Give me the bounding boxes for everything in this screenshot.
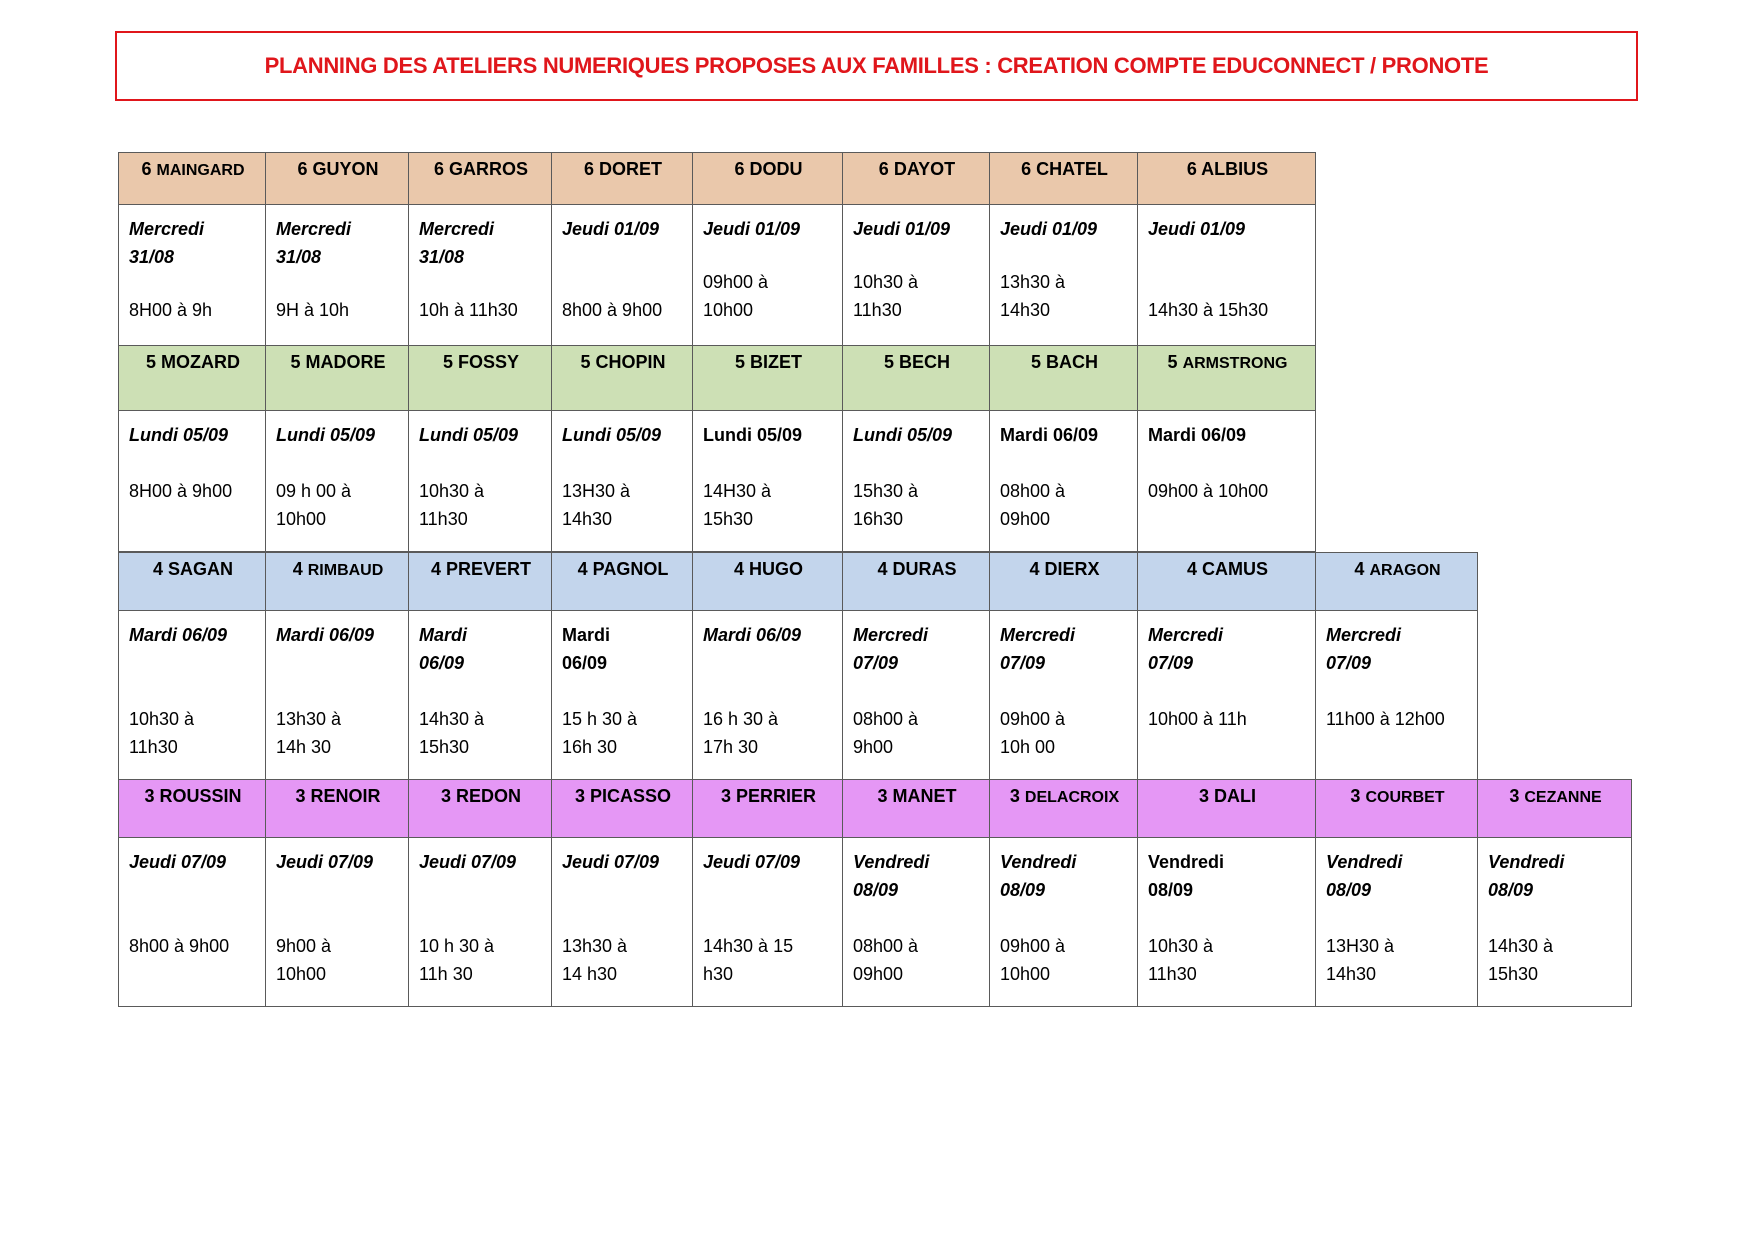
class-name: ARAGON bbox=[1369, 562, 1441, 579]
session-time: 14h30 à 15h30 bbox=[419, 709, 485, 757]
session-time: 9h00 à 10h00 bbox=[276, 936, 332, 984]
class-name: CEZANNE bbox=[1524, 789, 1602, 806]
session-date: Jeudi 07/09 bbox=[276, 852, 374, 872]
class-header bbox=[843, 153, 990, 205]
class-name: PREVERT bbox=[446, 559, 532, 579]
class-header bbox=[409, 153, 552, 205]
session-time: 09h00 à 10h00 bbox=[703, 272, 769, 320]
class-level: 4 bbox=[1029, 559, 1040, 579]
session-cell bbox=[409, 411, 552, 552]
session-date: Jeudi 01/09 bbox=[1000, 219, 1098, 239]
class-name: DIERX bbox=[1044, 559, 1100, 579]
class-name: MAINGARD bbox=[156, 162, 245, 179]
class-header bbox=[409, 346, 552, 411]
class-name: RIMBAUD bbox=[307, 562, 384, 579]
session-date: Mercredi 31/08 bbox=[419, 219, 495, 267]
class-level: 3 bbox=[295, 786, 306, 806]
class-level: 3 bbox=[1198, 786, 1209, 806]
class-header bbox=[552, 553, 693, 611]
class-name: DODU bbox=[749, 159, 803, 179]
session-time: 11h00 à 12h00 bbox=[1326, 709, 1445, 729]
class-name: MOZARD bbox=[161, 352, 241, 372]
class-header bbox=[266, 346, 409, 411]
class-name: DAYOT bbox=[893, 159, 956, 179]
session-time: 10h30 à 11h30 bbox=[853, 272, 919, 320]
session-cell bbox=[843, 611, 990, 780]
session-time: 08h00 à 09h00 bbox=[1000, 481, 1066, 529]
session-time: 15h30 à 16h30 bbox=[853, 481, 919, 529]
session-cell bbox=[552, 205, 693, 347]
session-date: Mardi 06/09 bbox=[1000, 425, 1099, 445]
session-date: Vendredi 08/09 bbox=[853, 852, 930, 900]
session-cell bbox=[843, 411, 990, 552]
class-name: REDON bbox=[456, 786, 522, 806]
class-level: 3 bbox=[144, 786, 155, 806]
session-cell bbox=[409, 205, 552, 347]
class-header bbox=[409, 553, 552, 611]
class-level: 5 bbox=[1167, 352, 1178, 372]
class-level: 6 bbox=[583, 159, 594, 179]
class-header bbox=[1478, 780, 1632, 838]
session-time: 09h00 à 10h 00 bbox=[1000, 709, 1066, 757]
session-time: 09h00 à 10h00 bbox=[1000, 936, 1066, 984]
session-time: 8H00 à 9h bbox=[129, 300, 213, 320]
session-date: Mardi 06/09 bbox=[276, 625, 375, 645]
session-date: Jeudi 07/09 bbox=[419, 852, 517, 872]
session-time: 14h30 à 15h30 bbox=[1488, 936, 1554, 984]
class-level: 4 bbox=[1186, 559, 1197, 579]
class-name: CHATEL bbox=[1036, 159, 1108, 179]
session-date: Lundi 05/09 bbox=[562, 425, 662, 445]
session-date: Jeudi 07/09 bbox=[562, 852, 660, 872]
session-cell bbox=[266, 205, 409, 347]
session-cell bbox=[552, 838, 693, 1007]
session-date: Lundi 05/09 bbox=[129, 425, 229, 445]
class-header bbox=[266, 153, 409, 205]
session-date: Mercredi 31/08 bbox=[276, 219, 352, 267]
class-header bbox=[693, 780, 843, 838]
session-date: Mardi 06/09 bbox=[703, 625, 802, 645]
class-level: 6 bbox=[1021, 159, 1032, 179]
session-time: 8H00 à 9h00 bbox=[129, 481, 233, 501]
session-time: 14H30 à 15h30 bbox=[703, 481, 772, 529]
session-date: Vendredi 08/09 bbox=[1000, 852, 1077, 900]
class-header bbox=[552, 346, 693, 411]
class-level: 4 bbox=[430, 559, 441, 579]
class-header bbox=[119, 153, 266, 205]
session-time: 14h30 à 15 h30 bbox=[703, 936, 794, 984]
class-name: CHOPIN bbox=[595, 352, 666, 372]
class-header bbox=[1138, 346, 1316, 411]
session-cell bbox=[693, 838, 843, 1007]
session-date: Jeudi 07/09 bbox=[129, 852, 227, 872]
class-header bbox=[693, 346, 843, 411]
class-header bbox=[552, 780, 693, 838]
class-level: 3 bbox=[877, 786, 888, 806]
session-cell bbox=[552, 611, 693, 780]
session-date: Lundi 05/09 bbox=[703, 425, 803, 445]
class-header bbox=[1138, 553, 1316, 611]
class-header bbox=[693, 553, 843, 611]
session-cell bbox=[693, 205, 843, 347]
class-name: BECH bbox=[899, 352, 951, 372]
class-name: RENOIR bbox=[310, 786, 381, 806]
band-5e bbox=[118, 345, 1316, 552]
band-4e bbox=[118, 552, 1478, 780]
class-level: 5 bbox=[883, 352, 894, 372]
class-level: 6 bbox=[734, 159, 745, 179]
session-time: 10h à 11h30 bbox=[419, 300, 518, 320]
session-time: 09h00 à 10h00 bbox=[1148, 481, 1269, 501]
session-time: 09 h 00 à 10h00 bbox=[276, 481, 352, 529]
session-date: Mercredi 07/09 bbox=[1148, 625, 1224, 673]
class-name: DURAS bbox=[892, 559, 957, 579]
class-level: 3 bbox=[1009, 786, 1020, 806]
class-header bbox=[1138, 153, 1316, 205]
session-cell bbox=[693, 611, 843, 780]
session-cell bbox=[1138, 611, 1316, 780]
class-header bbox=[119, 780, 266, 838]
session-time: 8h00 à 9h00 bbox=[129, 936, 230, 956]
class-level: 4 bbox=[292, 559, 303, 579]
class-level: 5 bbox=[1030, 352, 1041, 372]
session-time: 13h30 à 14h 30 bbox=[276, 709, 342, 757]
session-date: Lundi 05/09 bbox=[419, 425, 519, 445]
class-name: SAGAN bbox=[168, 559, 234, 579]
class-name: GUYON bbox=[312, 159, 379, 179]
session-date: Jeudi 01/09 bbox=[703, 219, 801, 239]
class-level: 5 bbox=[290, 352, 301, 372]
session-time: 13h30 à 14 h30 bbox=[562, 936, 628, 984]
session-date: Mercredi 07/09 bbox=[1000, 625, 1076, 673]
class-header bbox=[1316, 553, 1478, 611]
class-level: 3 bbox=[720, 786, 731, 806]
session-cell bbox=[119, 205, 266, 347]
class-name: ROUSSIN bbox=[159, 786, 242, 806]
session-time: 10h00 à 11h bbox=[1148, 709, 1247, 729]
class-name: BACH bbox=[1046, 352, 1099, 372]
session-date: Jeudi 07/09 bbox=[703, 852, 801, 872]
class-level: 5 bbox=[734, 352, 745, 372]
class-name: CAMUS bbox=[1202, 559, 1269, 579]
session-time: 10 h 30 à 11h 30 bbox=[419, 936, 495, 984]
session-date: Lundi 05/09 bbox=[276, 425, 376, 445]
class-level: 4 bbox=[877, 559, 888, 579]
class-level: 6 bbox=[1186, 159, 1197, 179]
session-date: Vendredi 08/09 bbox=[1488, 852, 1565, 900]
class-name: MADORE bbox=[305, 352, 386, 372]
session-date: Mardi 06/09 bbox=[419, 625, 468, 673]
session-cell bbox=[119, 611, 266, 780]
session-cell bbox=[119, 838, 266, 1007]
class-header bbox=[693, 153, 843, 205]
session-time: 08h00 à 9h00 bbox=[853, 709, 919, 757]
session-time: 16 h 30 à 17h 30 bbox=[703, 709, 779, 757]
session-time: 10h30 à 11h30 bbox=[1148, 936, 1214, 984]
session-time: 9H à 10h bbox=[276, 300, 350, 320]
session-date: Mardi 06/09 bbox=[129, 625, 228, 645]
session-cell bbox=[990, 411, 1138, 552]
class-header bbox=[843, 780, 990, 838]
class-level: 6 bbox=[878, 159, 889, 179]
class-level: 5 bbox=[580, 352, 591, 372]
session-cell bbox=[1138, 411, 1316, 552]
session-cell bbox=[1138, 838, 1316, 1007]
session-date: Mercredi 07/09 bbox=[853, 625, 929, 673]
session-date: Jeudi 01/09 bbox=[853, 219, 951, 239]
class-header bbox=[1138, 780, 1316, 838]
band-3e bbox=[118, 779, 1632, 1007]
class-name: GARROS bbox=[449, 159, 529, 179]
session-cell bbox=[266, 411, 409, 552]
class-level: 3 bbox=[574, 786, 585, 806]
session-cell bbox=[552, 411, 693, 552]
class-header bbox=[266, 553, 409, 611]
class-level: 6 bbox=[433, 159, 444, 179]
class-header bbox=[552, 153, 693, 205]
session-time: 10h30 à 11h30 bbox=[419, 481, 485, 529]
class-header bbox=[990, 553, 1138, 611]
class-name: FOSSY bbox=[458, 352, 520, 372]
session-cell bbox=[1138, 205, 1316, 347]
page-title: PLANNING DES ATELIERS NUMERIQUES PROPOSES AUX FAMILLES : CREATION COMPTE EDUCONNECT / PRONOTE bbox=[264, 53, 1489, 78]
session-cell bbox=[1316, 838, 1478, 1007]
class-name: ALBIUS bbox=[1201, 159, 1269, 179]
session-time: 14h30 à 15h30 bbox=[1148, 300, 1269, 320]
class-level: 3 bbox=[1350, 786, 1361, 806]
session-time: 13H30 à 14h30 bbox=[1326, 936, 1395, 984]
class-header bbox=[990, 153, 1138, 205]
class-name: DELACROIX bbox=[1024, 789, 1120, 806]
session-date: Jeudi 01/09 bbox=[562, 219, 660, 239]
class-name: PERRIER bbox=[736, 786, 817, 806]
session-date: Vendredi 08/09 bbox=[1326, 852, 1403, 900]
session-cell bbox=[843, 838, 990, 1007]
class-level: 6 bbox=[141, 159, 152, 179]
class-name: HUGO bbox=[749, 559, 804, 579]
session-time: 13h30 à 14h30 bbox=[1000, 272, 1066, 320]
class-name: PAGNOL bbox=[592, 559, 669, 579]
class-name: DORET bbox=[599, 159, 663, 179]
class-header bbox=[990, 780, 1138, 838]
session-cell bbox=[1316, 611, 1478, 780]
session-date: Mercredi 31/08 bbox=[129, 219, 205, 267]
title-box bbox=[115, 31, 1638, 101]
session-cell bbox=[1478, 838, 1632, 1007]
class-header bbox=[119, 346, 266, 411]
class-name: BIZET bbox=[750, 352, 803, 372]
class-level: 3 bbox=[440, 786, 451, 806]
class-header bbox=[843, 346, 990, 411]
class-header bbox=[990, 346, 1138, 411]
class-name: PICASSO bbox=[590, 786, 672, 806]
class-name: MANET bbox=[892, 786, 957, 806]
session-cell bbox=[990, 838, 1138, 1007]
session-date: Mardi 06/09 bbox=[562, 625, 611, 673]
session-date: Vendredi 08/09 bbox=[1148, 852, 1225, 900]
class-header bbox=[1316, 780, 1478, 838]
session-time: 08h00 à 09h00 bbox=[853, 936, 919, 984]
session-date: Lundi 05/09 bbox=[853, 425, 953, 445]
class-level: 6 bbox=[297, 159, 308, 179]
class-header bbox=[843, 553, 990, 611]
session-date: Mercredi 07/09 bbox=[1326, 625, 1402, 673]
session-cell bbox=[409, 838, 552, 1007]
session-time: 10h30 à 11h30 bbox=[129, 709, 195, 757]
session-cell bbox=[693, 411, 843, 552]
session-cell bbox=[266, 611, 409, 780]
session-cell bbox=[990, 205, 1138, 347]
session-date: Jeudi 01/09 bbox=[1148, 219, 1246, 239]
session-cell bbox=[843, 205, 990, 347]
class-name: ARMSTRONG bbox=[1182, 355, 1288, 372]
class-level: 3 bbox=[1509, 786, 1520, 806]
class-header bbox=[119, 553, 266, 611]
class-header bbox=[409, 780, 552, 838]
class-level: 5 bbox=[145, 352, 156, 372]
class-name: DALI bbox=[1214, 786, 1257, 806]
class-level: 4 bbox=[733, 559, 744, 579]
session-cell bbox=[990, 611, 1138, 780]
class-level: 4 bbox=[152, 559, 163, 579]
class-level: 5 bbox=[442, 352, 453, 372]
session-time: 15 h 30 à 16h 30 bbox=[562, 709, 638, 757]
class-level: 4 bbox=[577, 559, 588, 579]
band-6e bbox=[118, 152, 1316, 347]
session-time: 8h00 à 9h00 bbox=[562, 300, 663, 320]
session-time: 13H30 à 14h30 bbox=[562, 481, 631, 529]
session-cell bbox=[266, 838, 409, 1007]
session-cell bbox=[409, 611, 552, 780]
class-level: 4 bbox=[1354, 559, 1365, 579]
class-name: COURBET bbox=[1365, 789, 1445, 806]
class-header bbox=[266, 780, 409, 838]
session-cell bbox=[119, 411, 266, 552]
session-date: Mardi 06/09 bbox=[1148, 425, 1247, 445]
